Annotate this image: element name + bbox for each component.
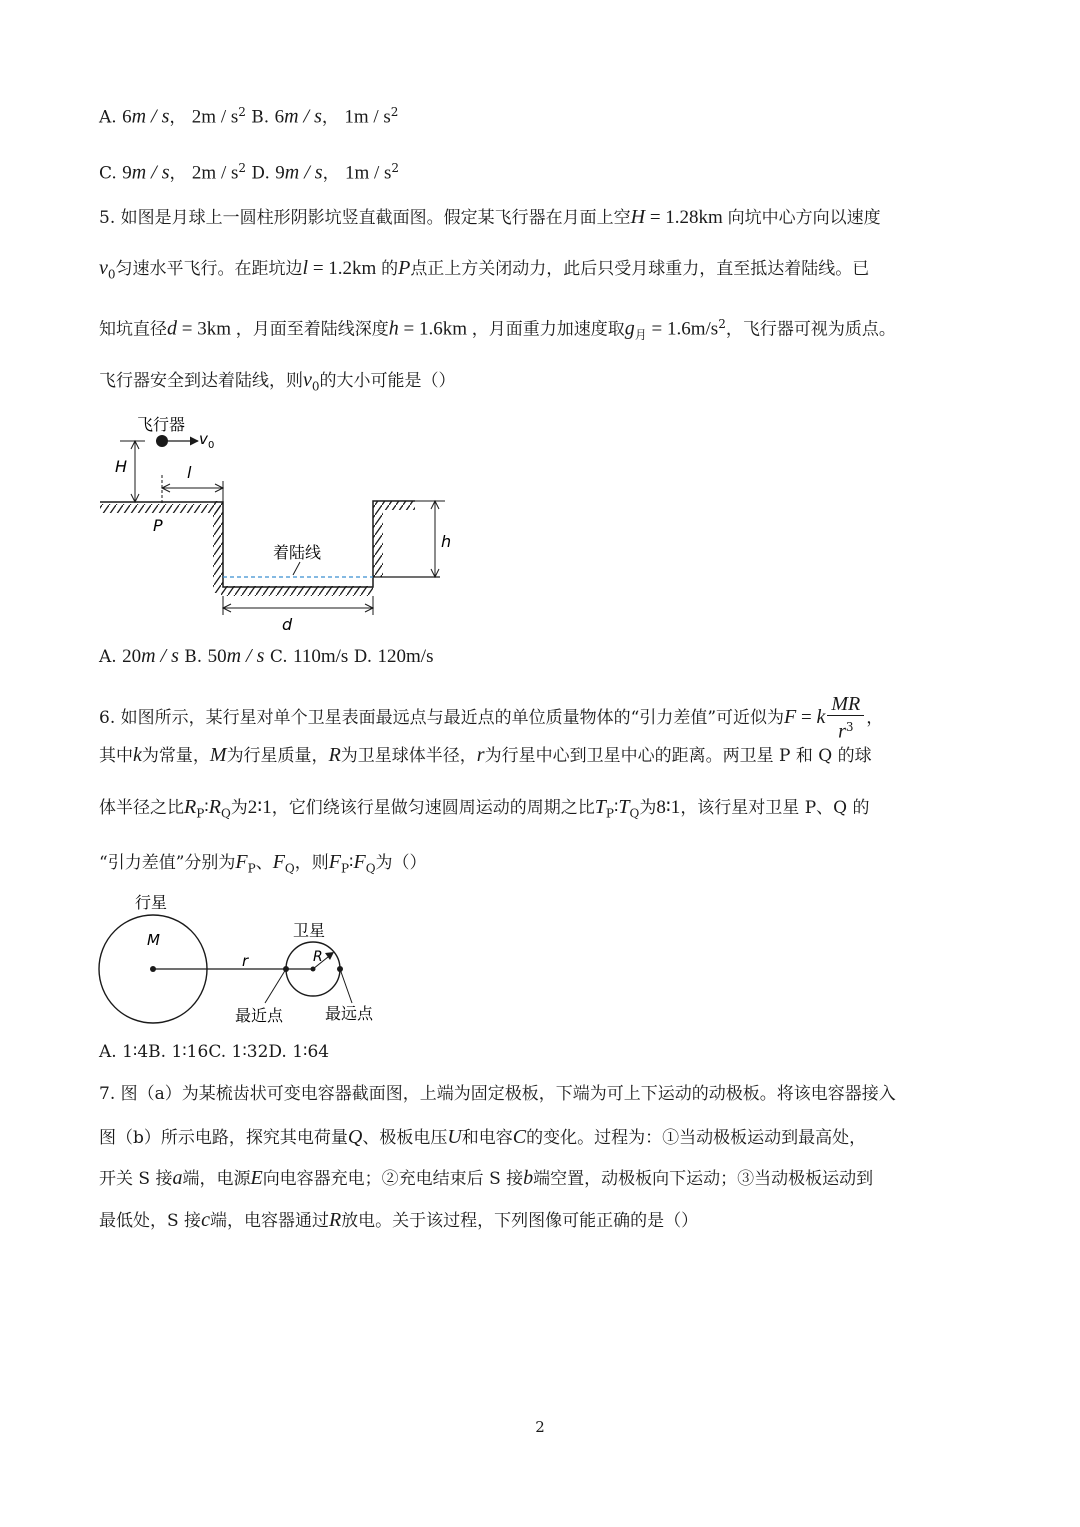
svg-text:M: M (147, 931, 160, 949)
q7-line-4: 最低处，S 接c端，电容器通过R放电。关于该过程，下列图像可能正确的是（） (99, 1209, 699, 1231)
q5-line-1: 5. 如图是月球上一圆柱形阴影坑竖直截面图。假定某飞行器在月面上空H = 1.28km 向坑中心方向以速度 (99, 206, 881, 228)
svg-text:最近点: 最近点 (235, 1006, 284, 1025)
svg-text:飞行器: 飞行器 (137, 415, 186, 434)
svg-text:h: h (441, 532, 452, 551)
svg-text:H: H (115, 457, 128, 476)
q6-options: A. 1∶4B. 1∶16C. 1∶32D. 1∶64 (99, 1042, 330, 1062)
svg-text:l: l (187, 463, 192, 482)
svg-text:最远点: 最远点 (325, 1004, 374, 1023)
q4-options-cd: C. 9m / s， $2m / s^2$ D. 9m / s， $1m / s^2$ (99, 161, 400, 184)
q5-line-4: 飞行器安全到达着陆线，则$v_0$的大小可能是（） (99, 369, 456, 394)
page-number: 2 (535, 1418, 545, 1436)
planet-satellite-diagram (95, 890, 395, 1030)
svg-text:行星: 行星 (135, 893, 168, 912)
svg-text:P: P (153, 516, 163, 535)
svg-text:r: r (242, 952, 249, 970)
q6-line-2: 其中k为常量，M为行星质量，R为卫星球体半径，r为行星中心到卫星中心的距离。两卫星 P 和 Q 的球 (99, 744, 872, 766)
q6-line-1: 6. 如图所示，某行星对单个卫星表面最远点与最近点的单位质量物体的“引力差值”可近似为F = k $\frac{MR}{r^3}$ ， (99, 693, 884, 743)
q7-line-3: 开关 S 接a端，电源E向电容器充电；②充电结束后 S 接b端空置，动极板向下运动；③当动极板运动到 (99, 1167, 874, 1189)
crater-diagram (95, 405, 465, 635)
q7-line-2: 图（b）所示电路，探究其电荷量Q、极板电压U和电容C的变化。过程为：①当动极板运动到最高处， (99, 1126, 867, 1148)
formula-fraction: $\frac{MR}{r^3}$ (827, 693, 864, 744)
q6-line-3: 体半径之比$R_P∶R_Q$为2∶1，它们绕该行星做匀速圆周运动的周期之比$T_P∶T_Q$为8∶1，该行星对卫星 P、Q 的 (99, 796, 870, 821)
q4-options-ab: A. 6m / s， $2m / s^2$ B. 6m / s， $1m / s^2$ (99, 105, 399, 128)
svg-text:着陆线: 着陆线 (273, 543, 322, 562)
svg-text:v: v (199, 430, 208, 448)
q5-options: A. 20m / s B. 50m / s C. 110m/s D. 120m/s (99, 645, 434, 667)
svg-text:R: R (313, 949, 323, 965)
svg-text:0: 0 (208, 440, 215, 451)
q7-line-1: 7. 图（a）为某梳齿状可变电容器截面图，上端为固定极板，下端为可上下运动的动极板。将该电容器接入 (99, 1084, 896, 1104)
q6-line-4: “引力差值”分别为$F_P$、$F_Q$，则$F_P∶F_Q$为（） (99, 851, 427, 876)
q5-line-3: 知坑直径d = 3km ，月面至着陆线深度h = 1.6km ，月面重力加速度取$g_月 = 1.6m/s^2$，飞行器可视为质点。 (99, 317, 896, 343)
svg-text:卫星: 卫星 (293, 921, 326, 940)
q5-line-2: $v_0$匀速水平飞行。在距坑边l = 1.2km 的P点正上方关闭动力，此后只受月球重力，直至抵达着陆线。已 (99, 257, 870, 282)
svg-text:d: d (282, 615, 293, 634)
